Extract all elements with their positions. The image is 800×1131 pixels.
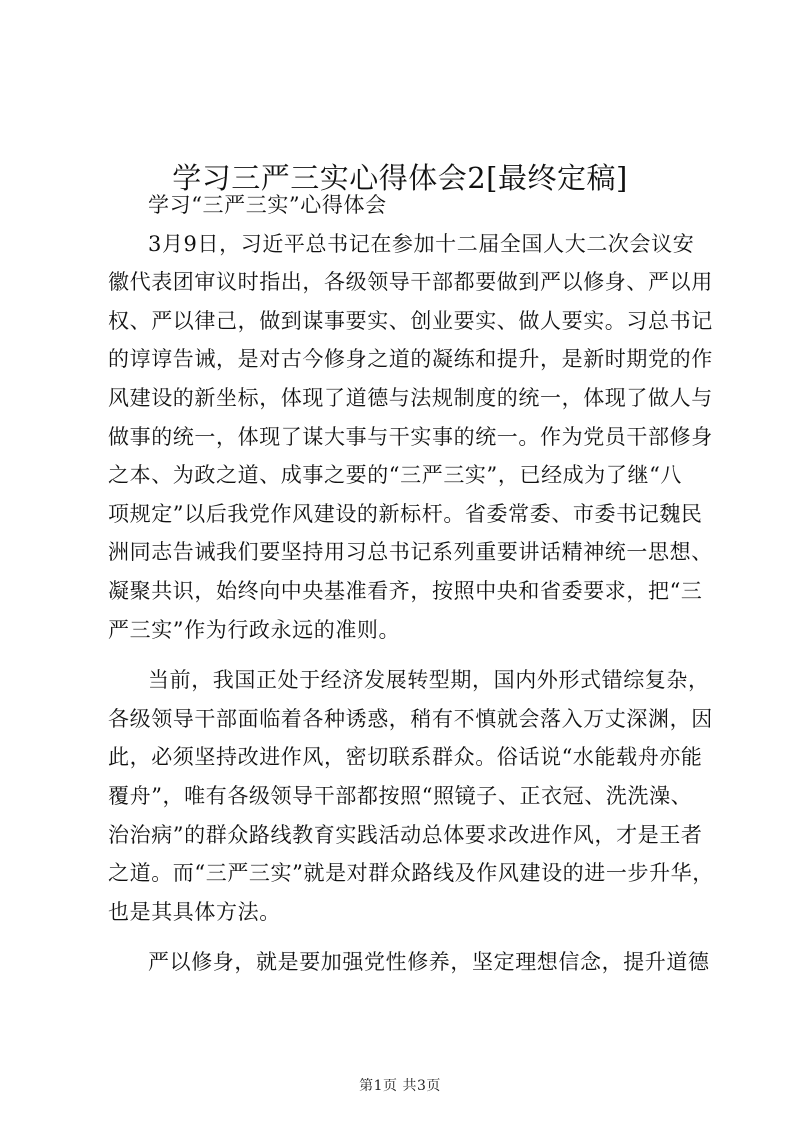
paragraph-1-line-7: 之本、为政之道、成事之要的“三严三实”，已经成为了继“八 bbox=[108, 463, 683, 488]
paragraph-1-line-5: 风建设的新坐标，体现了道德与法规制度的统一，体现了做人与 bbox=[108, 385, 713, 410]
paragraph-2-line-2: 各级领导干部面临着各种诱惑，稍有不慎就会落入万丈深渊，因 bbox=[108, 706, 713, 731]
page-number-footer: 第1页 共3页 bbox=[359, 1078, 441, 1094]
paragraph-1-line-10: 凝聚共识，始终向中央基准看齐，按照中央和省委要求，把“三 bbox=[108, 578, 703, 603]
paragraph-2-line-3: 此，必须坚持改进作风，密切联系群众。俗话说“水能载舟亦能 bbox=[108, 745, 703, 770]
document-title: 学习三严三实心得体会2[最终定稿] bbox=[172, 161, 628, 196]
paragraph-1-line-4: 的谆谆告诫，是对古今修身之道的凝练和提升，是新时期党的作 bbox=[108, 347, 713, 372]
paragraph-1-line-8: 项规定”以后我党作风建设的新标杆。省委常委、市委书记魏民 bbox=[108, 501, 703, 526]
paragraph-2-line-6: 之道。而“三严三实”就是对群众路线及作风建设的进一步升华， bbox=[108, 861, 714, 886]
paragraph-2-line-1: 当前，我国正处于经济发展转型期，国内外形式错综复杂， bbox=[148, 668, 710, 693]
paragraph-1-line-9: 洲同志告诫我们要坚持用习总书记系列重要讲话精神统一思想、 bbox=[108, 540, 713, 565]
paragraph-1-line-6: 做事的统一，体现了谋大事与干实事的统一。作为党员干部修身 bbox=[108, 424, 713, 449]
paragraph-2-line-7: 也是其具体方法。 bbox=[108, 899, 281, 924]
document-body bbox=[108, 186, 712, 982]
paragraph-3-line-1: 严以修身，就是要加强党性修养，坚定理想信念，提升道德 bbox=[148, 950, 710, 975]
subtitle-line: 学习“三严三实”心得体会 bbox=[148, 193, 387, 217]
paragraph-1-line-3: 权、严以律己，做到谋事要实、创业要实、做人要实。习总书记 bbox=[108, 308, 713, 333]
paragraph-1-line-1: 3月9日，习近平总书记在参加十二届全国人大二次会议安 bbox=[148, 231, 695, 256]
paragraph-2-line-5: 治治病”的群众路线教育实践活动总体要求改进作风，才是王者 bbox=[108, 822, 703, 847]
paragraph-1-line-11: 严三实”作为行政永远的准则。 bbox=[108, 617, 401, 642]
paragraph-1-line-2: 徽代表团审议时指出，各级领导干部都要做到严以修身、严以用 bbox=[108, 270, 713, 295]
paragraph-2-line-4: 覆舟”，唯有各级领导干部都按照“照镜子、正衣冠、洗洗澡、 bbox=[108, 783, 693, 808]
